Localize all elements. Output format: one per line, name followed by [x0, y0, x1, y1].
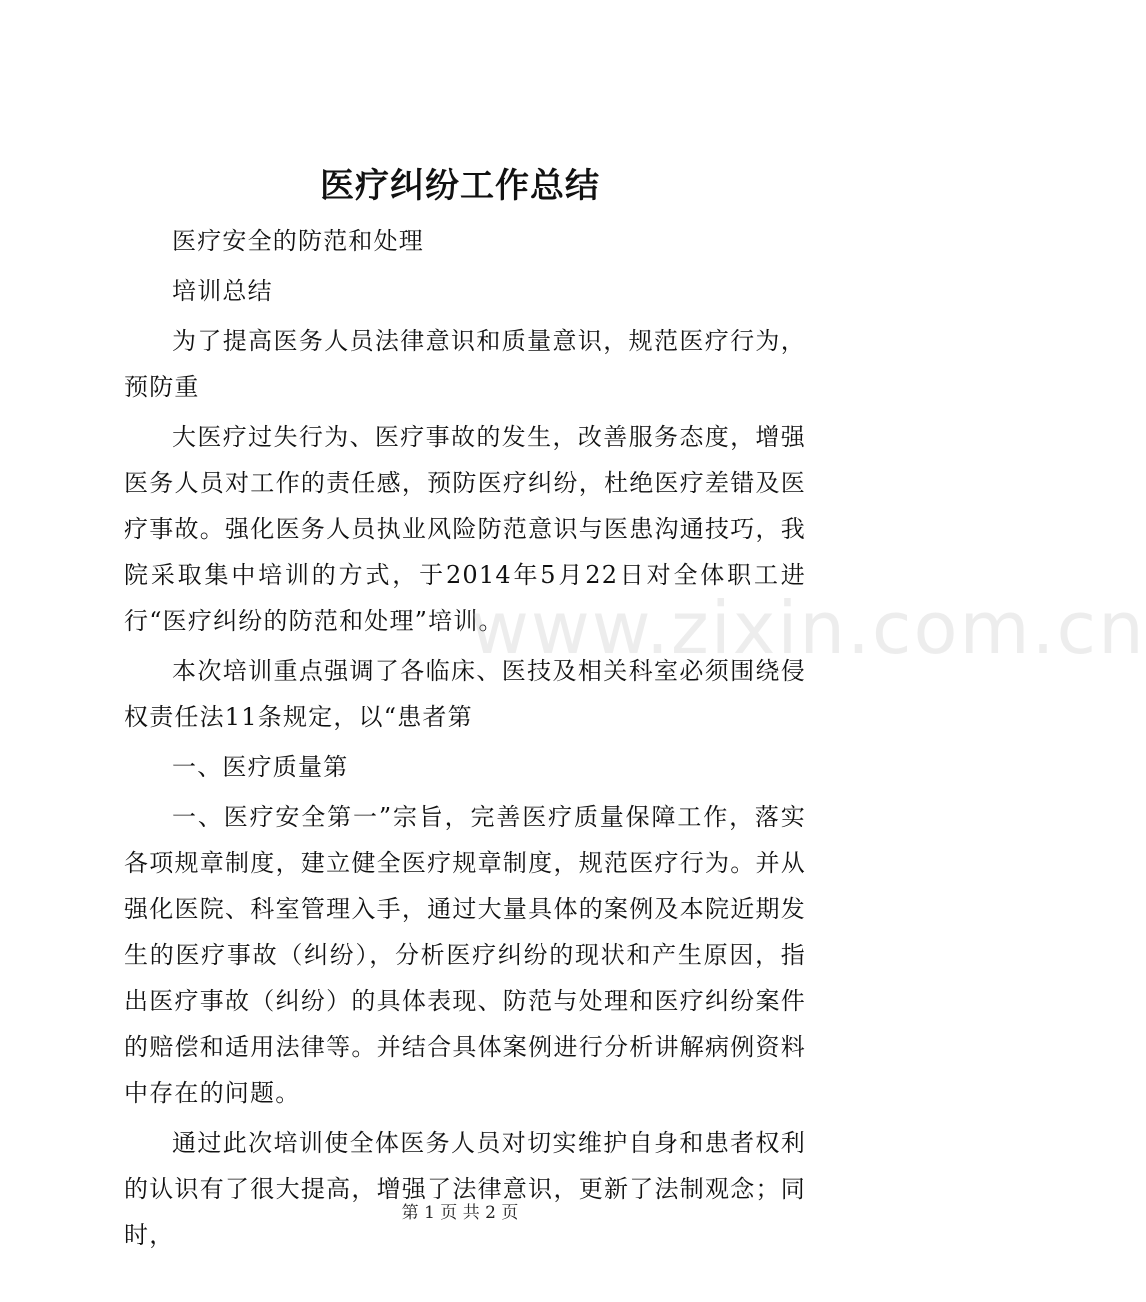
paragraph: 一、医疗安全第一”宗旨，完善医疗质量保障工作，落实各项规章制度，建立健全医疗规章制度，规范医疗行为。并从强化医院、科室管理入手，通过大量具体的案例及本院近期发生的医疗事故（纠纷），分析医疗纠纷的现状和产生原因，指出医疗事故（纠纷）的具体表现、防范与处理和医疗纠纷案件的赔偿和适用法律等。并结合具体案例进行分析讲解病例资料中存在的问题。	[124, 803, 806, 1107]
paragraph: 通过此次培训使全体医务人员对切实维护自身和患者权利的认识有了很大提高，增强了法律意识，更新了法制观念；同时，	[124, 1129, 806, 1249]
document-body	[124, 218, 806, 1258]
paragraph: 一、医疗质量第	[172, 753, 349, 781]
page-footer: 第 1 页 共 2 页	[401, 1203, 519, 1223]
paragraph: 本次培训重点强调了各临床、医技及相关科室必须围绕侵权责任法11条规定，以“患者第	[124, 657, 806, 731]
paragraph: 为了提高医务人员法律意识和质量意识，规范医疗行为，预防重	[124, 327, 806, 401]
paragraph: 大医疗过失行为、医疗事故的发生，改善服务态度，增强医务人员对工作的责任感，预防医疗纠纷，杜绝医疗差错及医疗事故。强化医务人员执业风险防范意识与医患沟通技巧，我院采取集中培训的方式，于2014年5月22日对全体职工进行“医疗纠纷的防范和处理”培训。	[124, 423, 806, 635]
paragraph-heading: 培训总结	[172, 277, 273, 305]
paragraph-subtitle: 医疗安全的防范和处理	[172, 227, 424, 255]
watermark: www.zixin.com.cn	[470, 586, 1146, 670]
document-title: 医疗纠纷工作总结	[320, 166, 600, 206]
